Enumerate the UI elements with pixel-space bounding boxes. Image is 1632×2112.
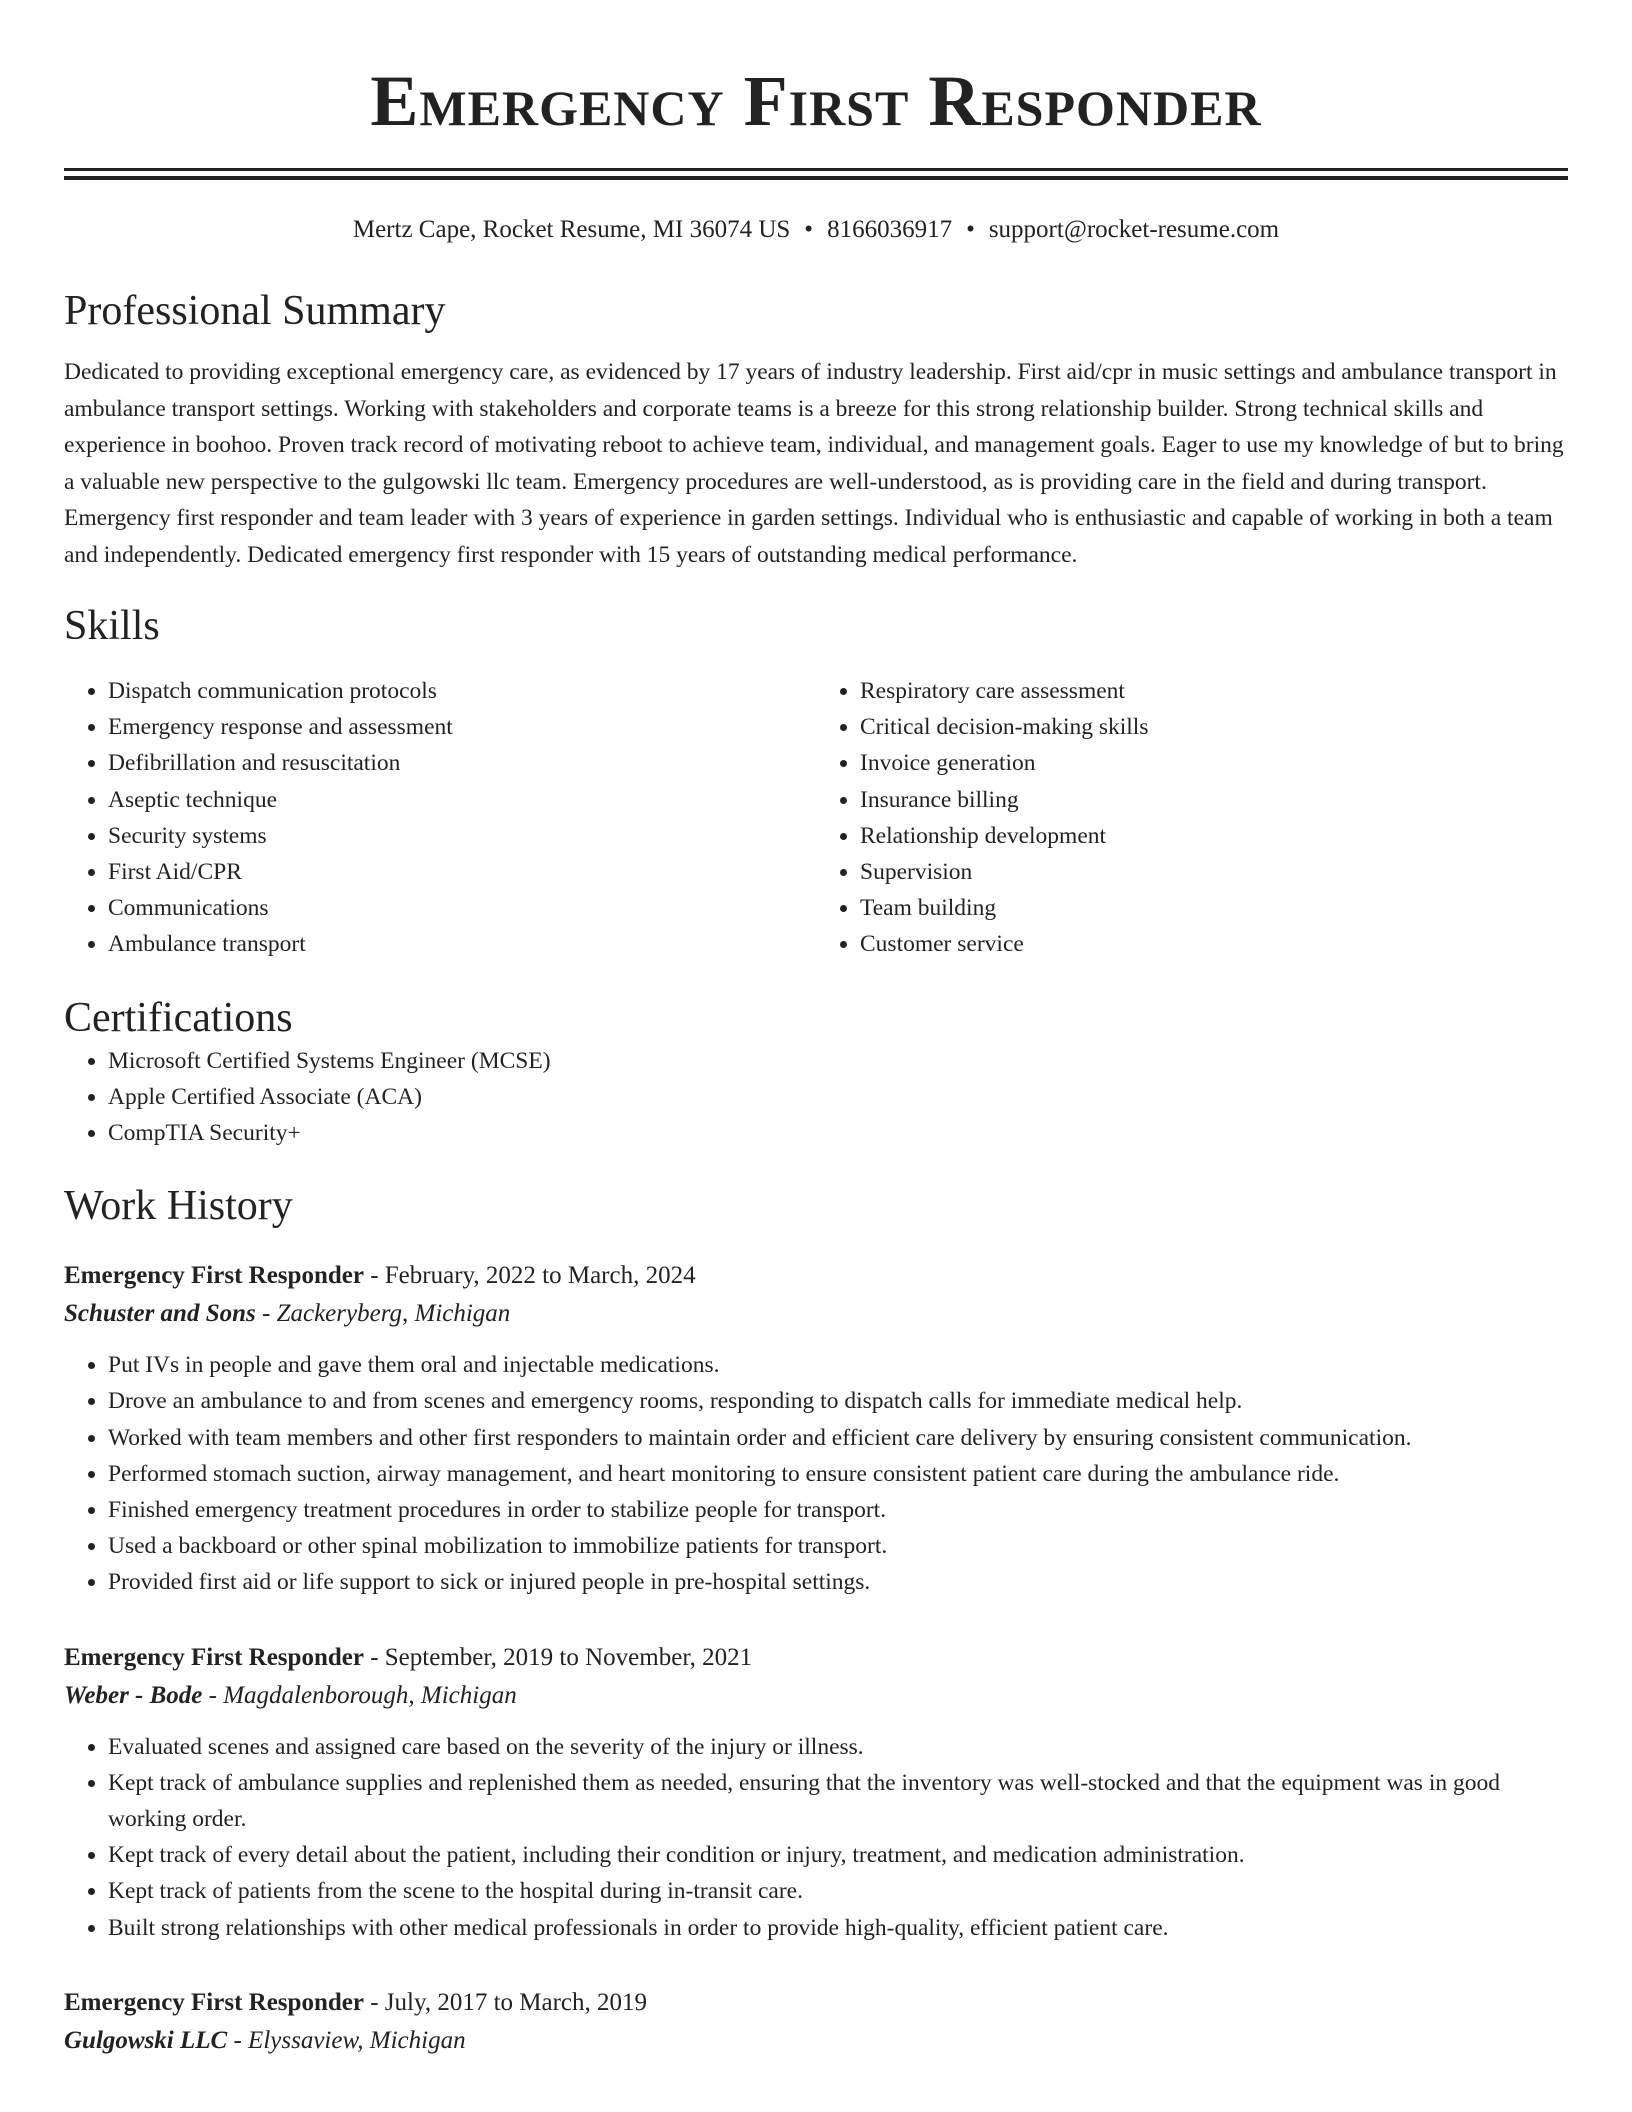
job-title-line [64, 1639, 1568, 1677]
job-title-line [64, 1984, 1568, 2022]
skill-item: • Defibrillation and resuscitation [108, 745, 816, 781]
summary-heading: Professional Summary [64, 288, 446, 334]
skill-item: • Supervision [860, 854, 1568, 890]
employer-line [64, 2022, 1568, 2060]
header-double-rule [64, 168, 1568, 180]
job-bullet: • Kept track of patients from the scene to the hospital during in-transit care. [108, 1873, 1568, 1909]
certification-item: • Microsoft Certified Systems Engineer (MCSE) [108, 1043, 1568, 1079]
contact-line [64, 214, 1568, 246]
job-bullet: • Worked with team members and other first responders to maintain order and efficient care delivery by ensuring consistent communication. [108, 1420, 1568, 1456]
employer-name: Weber - Bode [64, 1681, 203, 1709]
skills-right-list [816, 673, 1568, 963]
job-bullet: • Finished emergency treatment procedures in order to stabilize people for transport. [108, 1492, 1568, 1528]
skill-item: • Dispatch communication protocols [108, 673, 816, 709]
job-bullet: • Performed stomach suction, airway management, and heart monitoring to ensure consistent patient care during the ambulance ride. [108, 1456, 1568, 1492]
skill-item: • Emergency response and assessment [108, 709, 816, 745]
skill-item: • Ambulance transport [108, 926, 816, 962]
employer-name: Gulgowski LLC [64, 2026, 228, 2054]
skills-left-list [64, 673, 816, 963]
skill-item: • Communications [108, 890, 816, 926]
job-role: Emergency First Responder [64, 1988, 364, 2016]
skill-item: • Customer service [860, 926, 1568, 962]
certification-item: • Apple Certified Associate (ACA) [108, 1079, 1568, 1115]
job-entry [64, 1984, 1568, 2060]
contact-separator: • [966, 216, 975, 243]
job-entry [64, 1257, 1568, 1600]
employer-line [64, 1295, 1568, 1333]
skill-item: • Respiratory care assessment [860, 673, 1568, 709]
job-bullet: • Drove an ambulance to and from scenes and emergency rooms, responding to dispatch calls for immediate medical help. [108, 1383, 1568, 1419]
contact-address: Mertz Cape, Rocket Resume, MI 36074 US [352, 216, 791, 243]
skills-columns [64, 673, 1568, 963]
job-bullet: • Built strong relationships with other medical professionals in order to provide high-quality, efficient patient care. [108, 1910, 1568, 1946]
skill-item: • Aseptic technique [108, 782, 816, 818]
summary-text: Dedicated to providing exceptional emergency care, as evidenced by 17 years of industry leadership. First aid/cpr in music settings and ambulance transport in ambulance transport settings. Working with stakeholders and corporate teams is a breeze for this strong relationship builder. Strong technical skills and experience in boohoo. Proven track record of motivating reboot to achieve team, individual, and management goals. Eager to use my knowledge of but to bring a valuable new perspective to the gulgowski llc team. Emergency procedures are well-understood, as is providing care in the field and during transport. Emergency first responder and team leader with 3 years of experience in garden settings. Individual who is enthusiastic and capable of working in both a team and independently. Dedicated emergency first responder with 15 years of outstanding medical performance. [64, 359, 1564, 568]
skills-heading: Skills [64, 603, 160, 649]
job-bullet: • Evaluated scenes and assigned care based on the severity of the injury or illness. [108, 1729, 1568, 1765]
certifications-list [64, 1043, 1568, 1152]
job-title-line [64, 1257, 1568, 1295]
contact-phone: 8166036917 [827, 216, 953, 243]
employer-line [64, 1677, 1568, 1715]
employer-name: Schuster and Sons [64, 1300, 256, 1328]
employer-location: - Magdalenborough, Michigan [202, 1681, 517, 1709]
job-role: Emergency First Responder [64, 1643, 364, 1671]
skill-item: • Invoice generation [860, 745, 1568, 781]
job-dates: - September, 2019 to November, 2021 [363, 1643, 753, 1671]
skill-item: • Security systems [108, 818, 816, 854]
job-bullet: • Put IVs in people and gave them oral and injectable medications. [108, 1347, 1568, 1383]
skill-item: • Insurance billing [860, 782, 1568, 818]
job-role: Emergency First Responder [64, 1262, 364, 1290]
job-bullet: • Kept track of every detail about the patient, including their condition or injury, treatment, and medication administration. [108, 1837, 1568, 1873]
employer-location: - Zackeryberg, Michigan [255, 1300, 511, 1328]
job-bullet: • Used a backboard or other spinal mobilization to immobilize patients for transport. [108, 1528, 1568, 1564]
job-dates: - February, 2022 to March, 2024 [363, 1262, 696, 1290]
skill-item: • Relationship development [860, 818, 1568, 854]
job-bullets [64, 1729, 1568, 1946]
certifications-heading: Certifications [64, 994, 293, 1041]
skill-item: • Critical decision-making skills [860, 709, 1568, 745]
job-dates: - July, 2017 to March, 2019 [363, 1988, 648, 2016]
employer-location: - Elyssaview, Michigan [227, 2026, 466, 2054]
job-bullet: • Kept track of ambulance supplies and replenished them as needed, ensuring that the inventory was well-stocked and that the equipment was in good working order. [108, 1765, 1568, 1837]
skill-item: • First Aid/CPR [108, 854, 816, 890]
candidate-name: Emergency First Responder [370, 61, 1262, 141]
resume-page [64, 0, 1568, 2060]
contact-separator: • [804, 216, 814, 243]
contact-email: support@rocket-resume.com [988, 216, 1280, 243]
job-entry [64, 1639, 1568, 1946]
job-bullets [64, 1347, 1568, 1600]
skill-item: • Team building [860, 890, 1568, 926]
certification-item: • CompTIA Security+ [108, 1115, 1568, 1151]
work-history-heading: Work History [64, 1183, 293, 1230]
job-bullet: • Provided first aid or life support to sick or injured people in pre-hospital settings. [108, 1564, 1568, 1600]
